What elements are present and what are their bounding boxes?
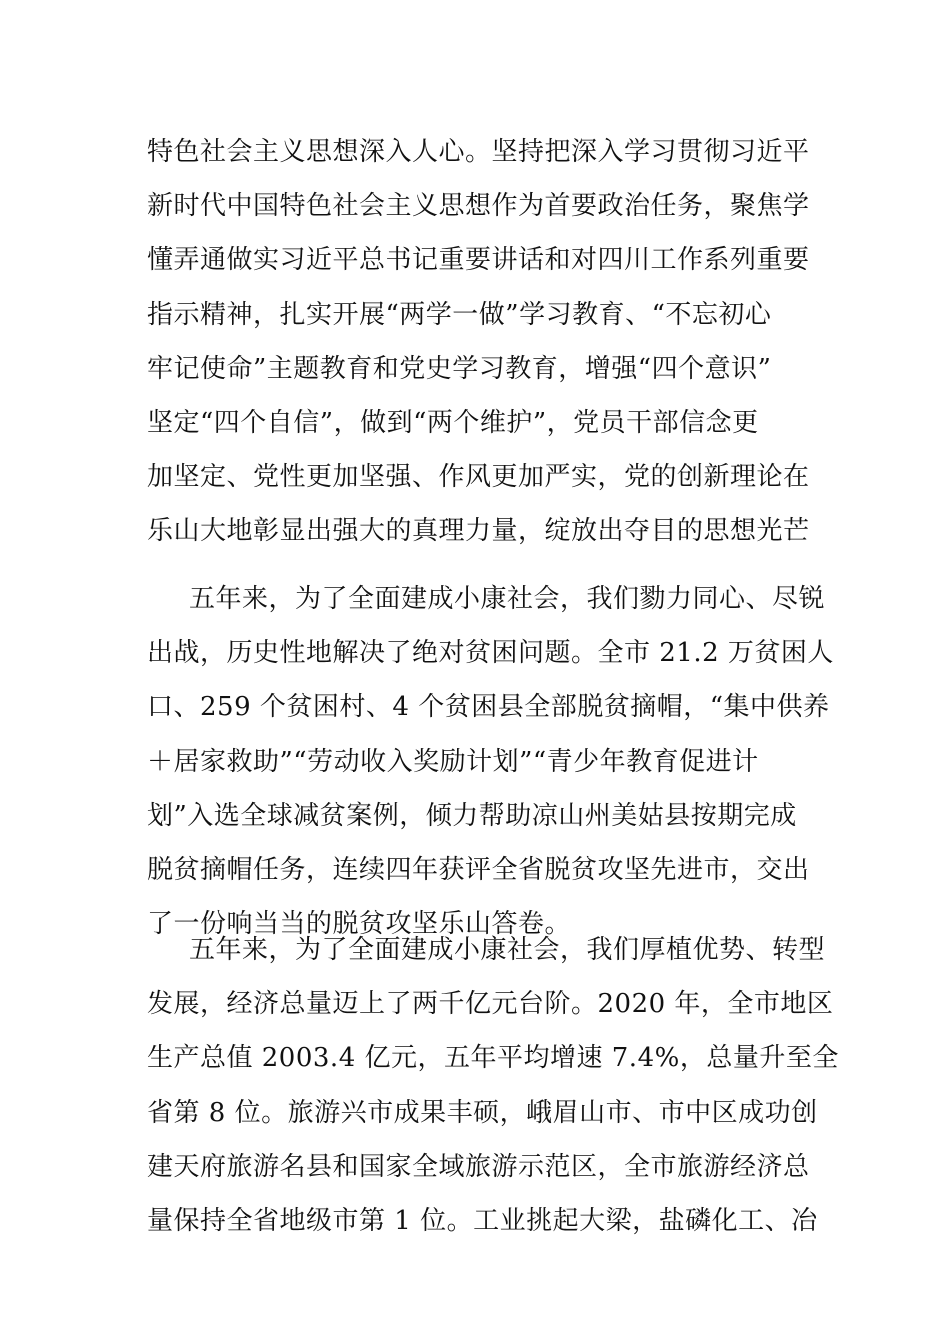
paragraph-economic-development bbox=[147, 923, 839, 1248]
paragraph-ideology bbox=[147, 125, 812, 559]
text-line: 坚定“四个自信”，做到“两个维护”，党员干部信念更 bbox=[147, 407, 759, 438]
text-line: 建天府旅游名县和国家全域旅游示范区，全市旅游经济总 bbox=[147, 1151, 810, 1182]
text-line: 加坚定、党性更加坚强、作风更加严实，党的创新理论在 bbox=[147, 462, 810, 493]
text-line: 新时代中国特色社会主义思想作为首要政治任务，聚焦学 bbox=[147, 191, 810, 222]
text-line: 脱贫摘帽任务，连续四年获评全省脱贫攻坚先进市，交出 bbox=[147, 854, 810, 885]
text-line: 乐山大地彰显出强大的真理力量，绽放出夺目的思想光芒 bbox=[147, 516, 810, 547]
text-line: 省第 8 位。旅游兴市成果丰硕，峨眉山市、市中区成功创 bbox=[147, 1097, 818, 1128]
text-line: 发展，经济总量迈上了两千亿元台阶。2020 年，全市地区 bbox=[147, 989, 834, 1020]
text-line-first: 五年来，为了全面建成小康社会，我们勠力同心、尽锐 bbox=[189, 584, 826, 614]
text-line-first: 五年来，为了全面建成小康社会，我们厚植优势、转型 bbox=[189, 935, 826, 965]
paragraph-poverty-alleviation bbox=[147, 572, 834, 951]
text-line: 生产总值 2003.4 亿元，五年平均增速 7.4%，总量升至全 bbox=[147, 1043, 839, 1074]
text-line: 了一份响当当的脱贫攻坚乐山答卷。 bbox=[147, 909, 572, 940]
text-line: 懂弄通做实习近平总书记重要讲话和对四川工作系列重要 bbox=[147, 245, 810, 276]
text-line: 特色社会主义思想深入人心。坚持把深入学习贯彻习近平 bbox=[147, 137, 810, 167]
text-line: 牢记使命”主题教育和党史学习教育，增强“四个意识” bbox=[147, 353, 772, 384]
text-line: 量保持全省地级市第 1 位。工业挑起大梁，盐磷化工、冶 bbox=[147, 1205, 818, 1236]
text-line: 指示精神，扎实开展“两学一做”学习教育、“不忘初心 bbox=[147, 299, 772, 330]
text-line: 出战，历史性地解决了绝对贫困问题。全市 21.2 万贫困人 bbox=[147, 638, 834, 669]
text-line: 划”入选全球减贫案例，倾力帮助凉山州美姑县按期完成 bbox=[147, 800, 797, 831]
text-line: ＋居家救助”“劳动收入奖励计划”“青少年教育促进计 bbox=[147, 746, 759, 777]
text-line: 口、259 个贫困村、4 个贫困县全部脱贫摘帽，“集中供养 bbox=[147, 692, 830, 723]
